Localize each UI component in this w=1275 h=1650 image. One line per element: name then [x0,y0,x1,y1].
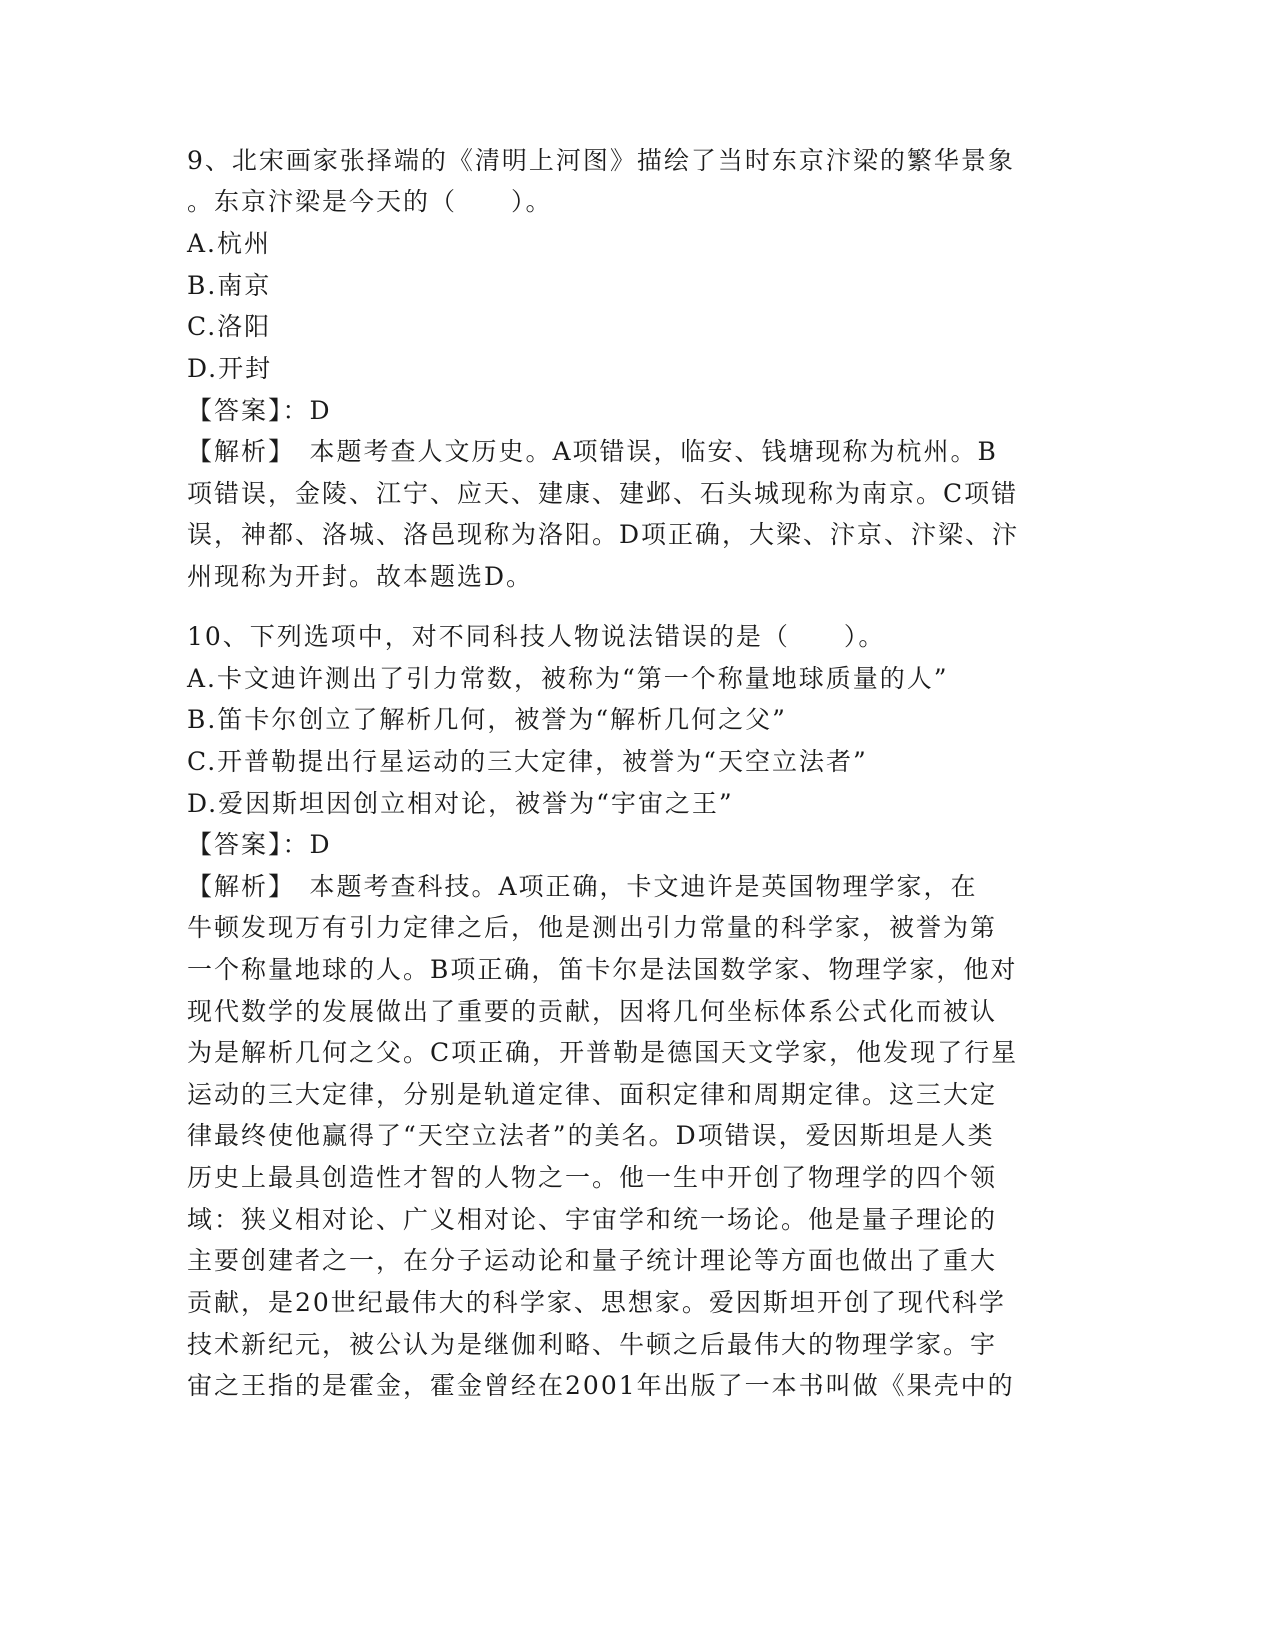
analysis-line: 贡献，是20世纪最伟大的科学家、思想家。爱因斯坦开创了现代科学 [187,1288,1006,1317]
analysis-line: 项错误，金陵、江宁、应天、建康、建邺、石头城现称为南京。C项错 [187,479,1019,508]
option-a: A.杭州 [187,229,272,258]
analysis-line: 宙之王指的是霍金，霍金曾经在2001年出版了一本书叫做《果壳中的 [187,1371,1015,1400]
option-c: C.开普勒提出行星运动的三大定律，被誉为“天空立法者” [187,747,868,776]
answer-line: 【答案】：D [187,830,332,859]
option-b: B.笛卡尔创立了解析几何，被誉为“解析几何之父” [187,705,787,734]
analysis-line: 【解析】 本题考查科技。A项正确，卡文迪许是英国物理学家，在 [187,872,978,901]
analysis-line: 主要创建者之一，在分子运动论和量子统计理论等方面也做出了重大 [187,1246,998,1275]
option-b: B.南京 [187,271,272,300]
analysis-line: 技术新纪元，被公认为是继伽利略、牛顿之后最伟大的物理学家。宇 [187,1330,998,1359]
analysis-line: 牛顿发现万有引力定律之后，他是测出引力常量的科学家，被誉为第 [187,913,998,942]
analysis-line: 域：狭义相对论、广义相对论、宇宙学和统一场论。他是量子理论的 [187,1205,998,1234]
analysis-line: 误，神都、洛城、洛邑现称为洛阳。D项正确，大梁、汴京、汴梁、汴 [187,520,1020,549]
analysis-line: 【解析】 本题考查人文历史。A项错误，临安、钱塘现称为杭州。B [187,437,998,466]
question-stem-line: 10、下列选项中，对不同科技人物说法错误的是（ ）。 [187,622,886,651]
analysis-line: 一个称量地球的人。B项正确，笛卡尔是法国数学家、物理学家，他对 [187,955,1018,984]
analysis-line: 律最终使他赢得了“天空立法者”的美名。D项错误，爱因斯坦是人类 [187,1121,995,1150]
option-d: D.爱因斯坦因创立相对论，被誉为“宇宙之王” [187,789,734,818]
analysis-line: 为是解析几何之父。C项正确，开普勒是德国天文学家，他发现了行星 [187,1038,1019,1067]
option-a: A.卡文迪许测出了引力常数，被称为“第一个称量地球质量的人” [187,664,949,693]
analysis-line: 运动的三大定律，分别是轨道定律、面积定律和周期定律。这三大定 [187,1080,998,1109]
analysis-line: 历史上最具创造性才智的人物之一。他一生中开创了物理学的四个领 [187,1163,998,1192]
option-d: D.开封 [187,354,273,383]
analysis-line: 现代数学的发展做出了重要的贡献，因将几何坐标体系公式化而被认 [187,997,998,1026]
question-stem-line: 。东京汴梁是今天的（ ）。 [187,187,553,216]
answer-line: 【答案】：D [187,396,332,425]
question-stem-line: 9、北宋画家张择端的《清明上河图》描绘了当时东京汴梁的繁华景象 [187,146,1015,175]
option-c: C.洛阳 [187,312,272,341]
analysis-line: 州现称为开封。故本题选D。 [187,562,534,591]
